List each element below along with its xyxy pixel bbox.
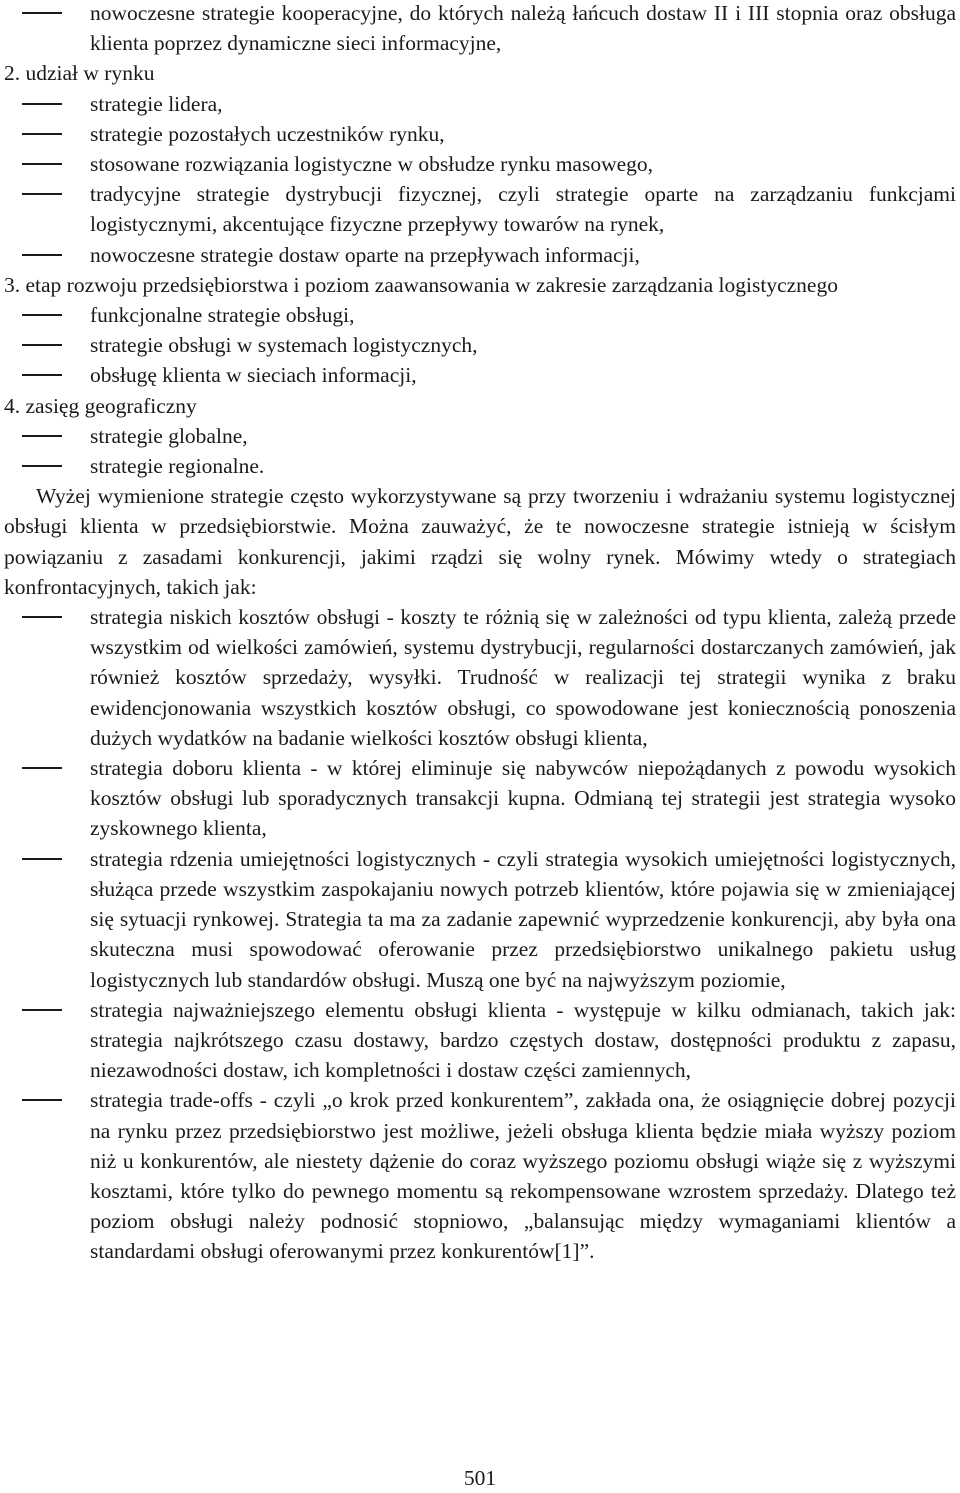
list-item-text: strategie pozostałych uczestników rynku,: [90, 121, 445, 146]
dash-bullet: [22, 465, 62, 467]
list-item-text: tradycyjne strategie dystrybucji fizycznej, czyli strategie oparte na zarządzaniu funkcjami logistycznymi, akcentujące fizyczne przepływy towarów na rynek,: [90, 182, 956, 237]
dash-bullet: [22, 1099, 62, 1101]
list-item-text: funkcjonalne strategie obsługi,: [90, 303, 355, 328]
dash-bullet: [22, 858, 62, 860]
list-item-text: strategia doboru klienta - w której eliminuje się nabywców niepożądanych z powodu wysokich kosztów obsługi lub sporadycznych transakcji kupna. Odmianą tej strategii jest strategia wysoko zyskownego klienta,: [90, 756, 956, 841]
numbered-item-2: 2. udział w rynku: [4, 61, 155, 86]
dash-bullet: [22, 193, 62, 195]
list-item-text: stosowane rozwiązania logistyczne w obsłudze rynku masowego,: [90, 152, 654, 177]
dash-bullet: [22, 163, 62, 165]
dash-bullet: [22, 767, 62, 769]
list-item: [4, 602, 956, 753]
page-number: 501: [463, 1466, 497, 1490]
list-item-text: nowoczesne strategie dostaw oparte na przepływach informacji,: [90, 242, 640, 267]
list-item: [4, 844, 956, 995]
list-item: [4, 360, 956, 390]
numbered-item-4: 4. zasięg geograficzny: [4, 393, 197, 418]
list-item: [4, 240, 956, 270]
list-item: [4, 0, 956, 58]
dash-bullet: [22, 435, 62, 437]
list-item: [4, 451, 956, 481]
list-item: [4, 119, 956, 149]
list-item-text: strategie regionalne.: [90, 454, 265, 479]
list-item: [4, 149, 956, 179]
dash-bullet: [22, 616, 62, 618]
list-item-text: strategia trade-offs - czyli „o krok przed konkurentem”, zakłada ona, że osiągnięcie dobrej pozycji na rynku przez przedsiębiorstwo jest możliwe, jeżeli obsługa klienta będzie miała wyższy poziom niż u konkurentów, ale niestety dążenie do coraz wyższego poziomu obsługi wiąże się z wyższymi kosztami, które tylko do pewnego momentu są rekompensowane wzrostem sprzedaży. Dlatego też poziom obsługi należy podnosić stopniowo, „balansując między wymaganiami klientów a standardami obsługi oferowanymi przez konkurentów[1]”.: [90, 1088, 956, 1264]
list-item-text: strategia rdzenia umiejętności logistycznych - czyli strategia wysokich umiejętności logistycznych, służąca przede wszystkim zaspokajaniu nowych potrzeb klientów, które pojawia się w zmieniającej się sytuacji rynkowej. Strategia ta ma za zadanie zapewnić wyprzedzenie konkurencji, aby była ona skuteczna musi spowodować oferowanie przez przedsiębiorstwo unikalnego pakietu usług logistycznych lub standardów obsługi. Muszą one być na najwyższym poziomie,: [90, 846, 956, 992]
list-item: [4, 300, 956, 330]
list-item-text: strategia najważniejszego elementu obsługi klienta - występuje w kilku odmianach, takich jak: strategia najkrótszego czasu dostawy, bardzo częstych dostaw, dostępności produktu z zapasu, niezawodności dostaw, ich kompletności i dostaw części zamiennych,: [90, 997, 956, 1083]
dash-bullet: [22, 344, 62, 346]
list-item: [4, 421, 956, 451]
list-item: [4, 753, 956, 844]
list-item: [4, 1085, 956, 1266]
numbered-item-3: 3. etap rozwoju przedsiębiorstwa i poziom zaawansowania w zakresie zarządzania logistycznego: [4, 272, 838, 297]
list-item-text: strategie globalne,: [90, 423, 248, 448]
dash-bullet: [22, 314, 62, 316]
dash-bullet: [22, 374, 62, 376]
dash-bullet: [22, 103, 62, 105]
body-paragraph: Wyżej wymienione strategie często wykorzystywane są przy tworzeniu i wdrażaniu systemu logistycznej obsługi klienta w przedsiębiorstwie. Można zauważyć, że te nowoczesne strategie istnieją w ścisłym powiązaniu z zasadami konkurencji, jakimi rządzi się wolny rynek. Mówimy wtedy o strategiach konfrontacyjnych, takich jak:: [4, 484, 956, 599]
dash-bullet: [22, 254, 62, 256]
list-item-text: strategie obsługi w systemach logistycznych,: [90, 333, 478, 358]
dash-bullet: [22, 1009, 62, 1011]
list-item: [4, 179, 956, 239]
dash-bullet: [22, 133, 62, 135]
dash-bullet: [22, 12, 62, 14]
list-item: [4, 330, 956, 360]
list-item-text: nowoczesne strategie kooperacyjne, do których należą łańcuch dostaw II i III stopnia oraz obsługa klienta poprzez dynamiczne sieci informacyjne,: [90, 1, 956, 56]
list-item-text: strategia niskich kosztów obsługi - koszty te różnią się w zależności od typu klienta, zależą przede wszystkim od wielkości zamówień, systemu dystrybucji, regularności dostarczanych zamówień, jak również kosztów sprzedaży, wysyłki. Trudność w realizacji tej strategii wynika z braku ewidencjonowania wszystkich kosztów obsługi, co spowodowane jest koniecznością ponoszenia dużych wydatków na badanie wielkości kosztów obsługi klienta,: [90, 605, 956, 750]
list-item-text: obsługę klienta w sieciach informacji,: [90, 363, 417, 388]
list-item-text: strategie lidera,: [90, 91, 223, 116]
list-item: [4, 89, 956, 119]
list-item: [4, 995, 956, 1086]
document-body: [4, 0, 956, 1267]
